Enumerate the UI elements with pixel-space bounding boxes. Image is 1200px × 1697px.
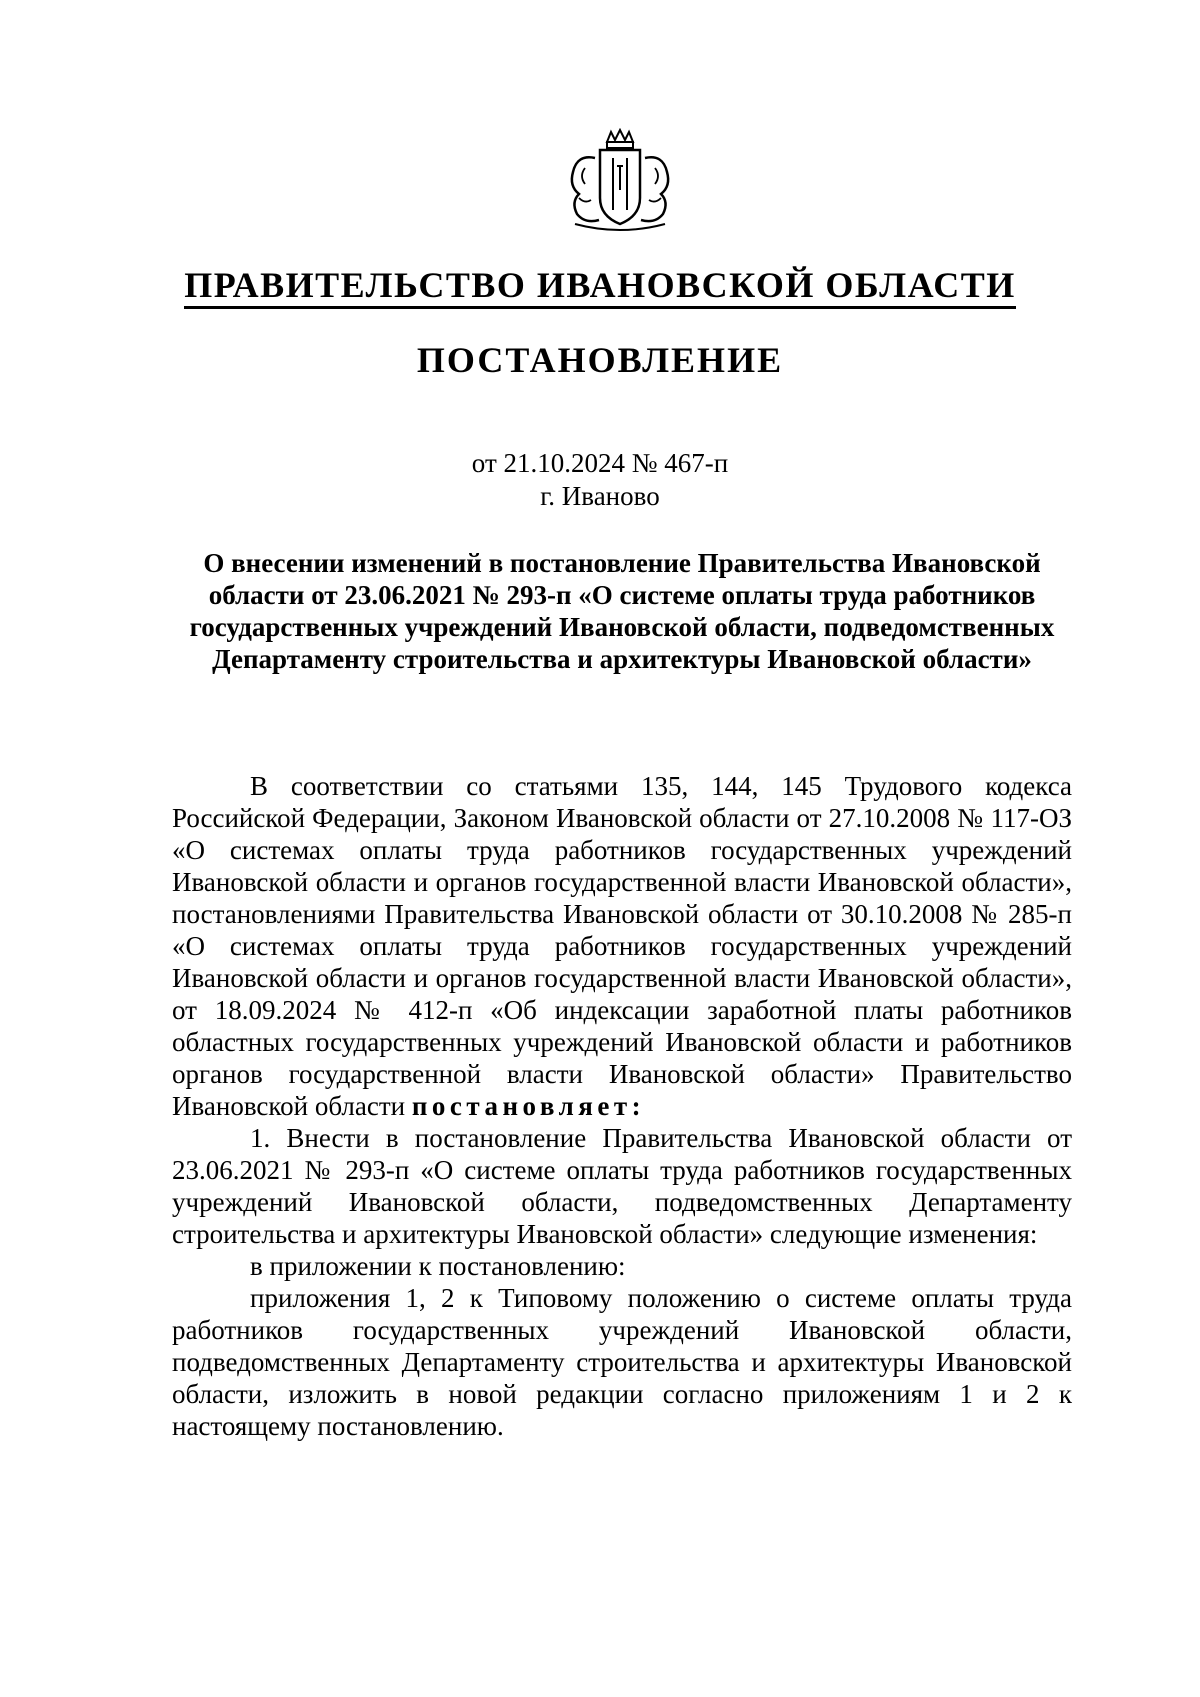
government-title	[0, 263, 1200, 307]
document-date-number: от 21.10.2024 № 467-п	[471, 448, 729, 478]
document-subject: О внесении изменений в постановление Правительства Ивановской области от 23.06.2021 № 293-п «О системе оплаты труда работников государственных учреждений Ивановской области, подведомственных Департаменту строительства и архитектуры Ивановской области»	[189, 548, 1055, 674]
item-1-change-paragraph: приложения 1, 2 к Типовому положению о системе оплаты труда работников государственных учреждений Ивановской области, подведомственных Департаменту строительства и архитектуры Ивановской области, изложить в новой редакции согласно приложениям 1 и 2 к настоящему постановлению.	[172, 1283, 1072, 1441]
decree-word: постановляет:	[411, 1091, 646, 1121]
government-title-text: ПРАВИТЕЛЬСТВО ИВАНОВСКОЙ ОБЛАСТИ	[184, 265, 1016, 309]
document-type-title: ПОСТАНОВЛЕНИЕ	[416, 340, 784, 380]
document-body	[172, 770, 1072, 1442]
item-1-subparagraph: в приложении к постановлению:	[250, 1251, 626, 1281]
preamble-text: В соответствии со статьями 135, 144, 145 Трудового кодекса Российской Федерации, Законом Ивановской области от 27.10.2008 № 117-ОЗ «О системах оплаты труда работников государственных учреждений Ивановской области и органов государственной власти Ивановской области», постановлениями Правительства Ивановской области от 30.10.2008 № 285-п «О системах оплаты труда работников государственных учреждений Ивановской области и органов государственной власти Ивановской области», от 18.09.2024 № 412-п «Об индексации заработной платы работников областных государственных учреждений Ивановской области и работников органов государственной власти Ивановской области» Правительство Ивановской области	[172, 771, 1072, 1121]
preamble-paragraph	[172, 770, 1072, 1122]
ivanovo-coat-of-arms-icon	[555, 128, 685, 236]
document-city: г. Иваново	[540, 481, 660, 511]
item-1-paragraph: 1. Внести в постановление Правительства Ивановской области от 23.06.2021 № 293-п «О системе оплаты труда работников государственных учреждений Ивановской области, подведомственных Департаменту строительства и архитектуры Ивановской области» следующие изменения:	[172, 1123, 1072, 1249]
